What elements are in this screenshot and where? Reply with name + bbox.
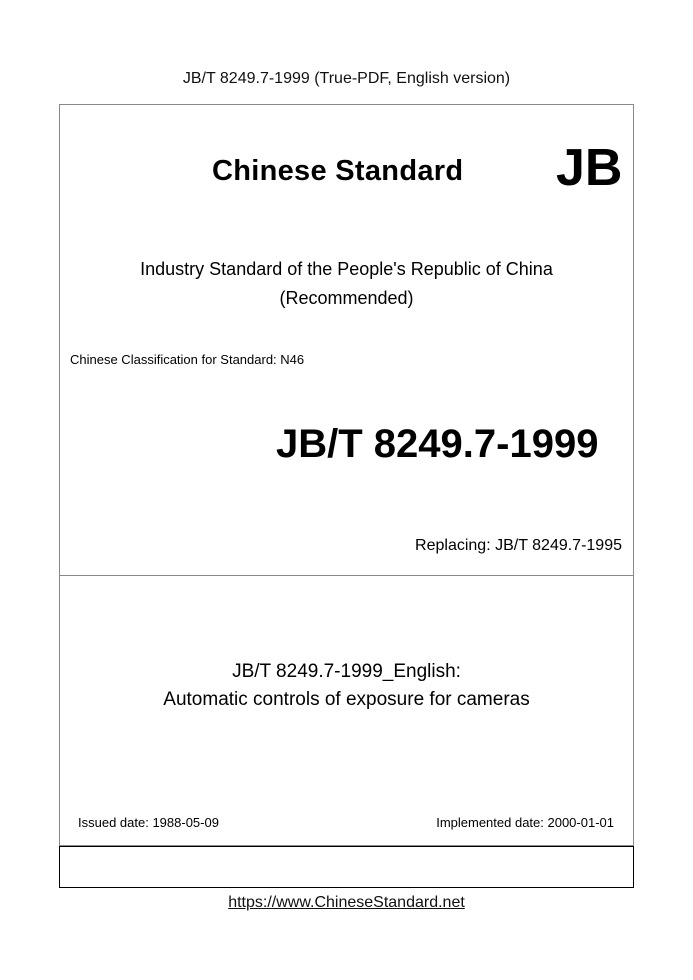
- standard-number: JB/T 8249.7-1999: [276, 422, 599, 466]
- recommended-label: (Recommended): [279, 288, 414, 308]
- standard-code-mark: JB: [556, 139, 623, 197]
- cover-title: Chinese Standard: [212, 155, 464, 187]
- cover-footer-frame: [59, 846, 634, 888]
- english-title-line-2: Automatic controls of exposure for cameras: [163, 689, 530, 710]
- issued-date: Issued date: 1988-05-09: [78, 815, 219, 830]
- classification-label: Chinese Classification for Standard: N46: [70, 352, 305, 367]
- running-header: JB/T 8249.7-1999 (True-PDF, English version): [182, 70, 511, 87]
- replacing-label: Replacing: JB/T 8249.7-1995: [415, 537, 622, 554]
- website-link[interactable]: https://www.ChineseStandard.net: [228, 894, 465, 911]
- website-link-row: [0, 894, 693, 912]
- implemented-date: Implemented date: 2000-01-01: [436, 815, 614, 830]
- industry-standard-line: Industry Standard of the People's Republic of China: [140, 259, 553, 279]
- english-title-line-1: JB/T 8249.7-1999_English:: [232, 661, 461, 682]
